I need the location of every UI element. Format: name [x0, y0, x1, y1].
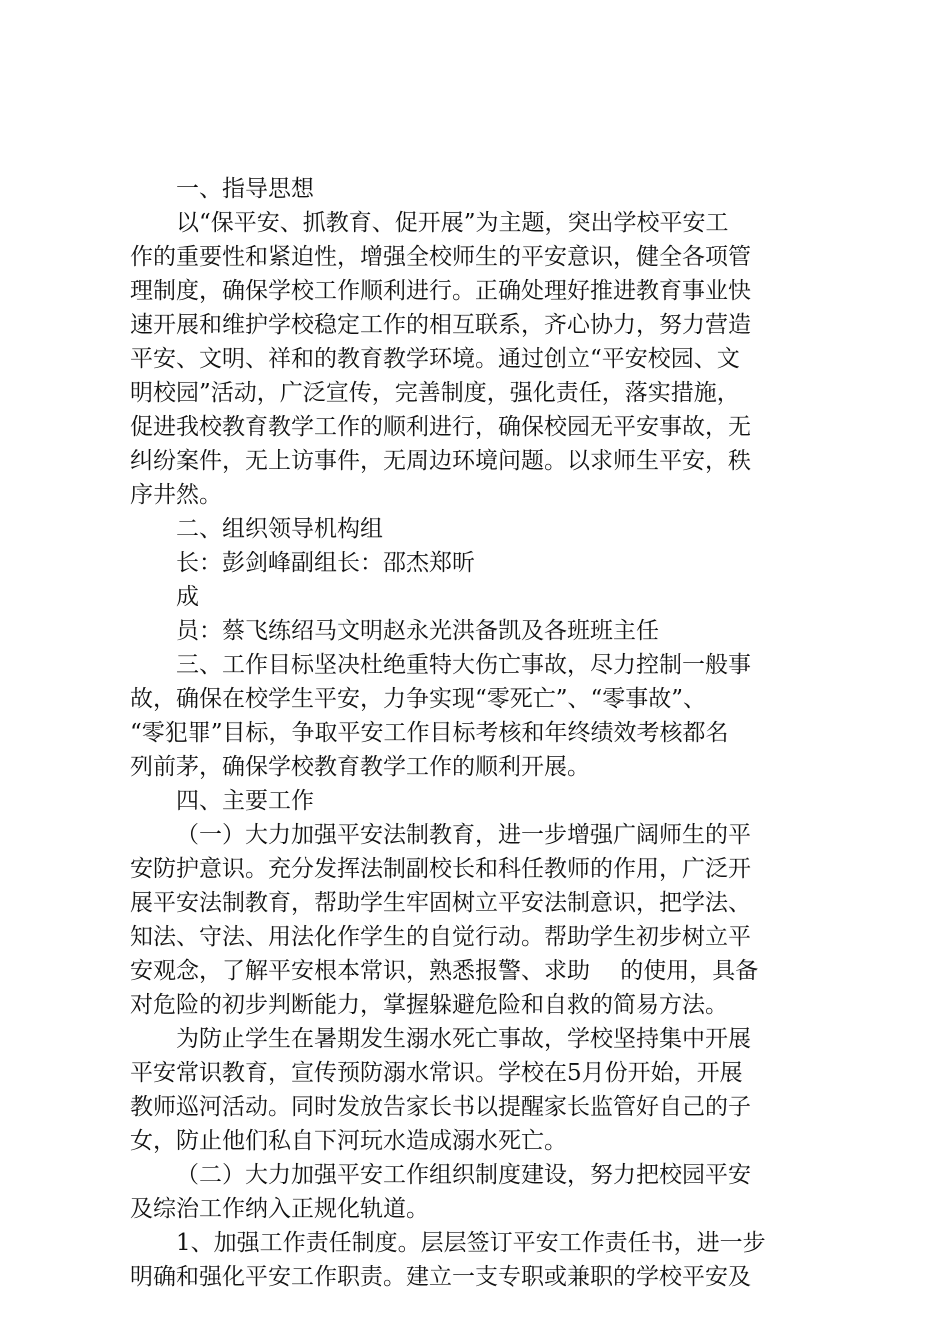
text-line: 纠纷案件，无上访事件，无周边环境问题。以求师生平安，秩 [130, 448, 751, 474]
text-line: 员：蔡飞练绍马文明赵永光洪备凯及各班班主任 [176, 618, 659, 644]
text-line: 安防护意识。充分发挥法制副校长和科任教师的作用，广泛开 [130, 856, 751, 882]
text-line: 以“保平安、抓教育、促开展”为主题，突出学校平安工 [176, 210, 729, 236]
text-line: 展平安法制教育，帮助学生牢固树立平安法制意识，把学法、 [130, 890, 751, 916]
text-line: 故，确保在校学生平安，力争实现“零死亡”、“零事故”、 [130, 686, 707, 712]
document-body [130, 172, 830, 1294]
text-line: 明校园”活动，广泛宣传，完善制度，强化责任，落实措施， [130, 380, 740, 406]
text-line: 速开展和维护学校稳定工作的相互联系，齐心协力，努力营造 [130, 312, 751, 338]
text-line: 作的重要性和紧迫性，增强全校师生的平安意识，健全各项管 [130, 244, 751, 270]
text-line: 为防止学生在暑期发生溺水死亡事故，学校坚持集中开展 [176, 1026, 751, 1052]
text-line: 序井然。 [130, 482, 222, 508]
text-line: 教师巡河活动。同时发放告家长书以提醒家长监管好自己的子 [130, 1094, 751, 1120]
text-line: 平安常识教育，宣传预防溺水常识。学校在5月份开始，开展 [130, 1060, 743, 1086]
text-line: 长：彭剑峰副组长：邵杰郑昕 [176, 550, 475, 576]
text-line: 及综治工作纳入正规化轨道。 [130, 1196, 429, 1222]
text-line: （一）大力加强平安法制教育，进一步增强广阔师生的平 [176, 822, 751, 848]
text-line: 对危险的初步判断能力，掌握躲避危险和自救的简易方法。 [130, 992, 728, 1018]
text-line: “零犯罪”目标，争取平安工作目标考核和年终绩效考核都名 [130, 720, 729, 746]
text-line: 四、主要工作 [176, 788, 314, 814]
text-line: 明确和强化平安工作职责。建立一支专职或兼职的学校平安及 [130, 1264, 751, 1290]
text-line: 理制度，确保学校工作顺利进行。正确处理好推进教育事业快 [130, 278, 751, 304]
text-line: 1、加强工作责任制度。层层签订平安工作责任书，进一步 [176, 1230, 766, 1256]
text-line: 一、指导思想 [176, 176, 314, 202]
text-line: 三、工作目标坚决杜绝重特大伤亡事故，尽力控制一般事 [176, 652, 751, 678]
text-line: 女，防止他们私自下河玩水造成溺水死亡。 [130, 1128, 567, 1154]
text-line: 列前茅，确保学校教育教学工作的顺利开展。 [130, 754, 590, 780]
text-line: 平安、文明、祥和的教育教学环境。通过创立“平安校园、文 [130, 346, 740, 372]
text-line: 安观念，了解平安根本常识，熟悉报警、求助 的使用，具备 [130, 958, 759, 984]
text-line: 成 [176, 584, 199, 610]
text-line: 促进我校教育教学工作的顺利进行，确保校园无平安事故，无 [130, 414, 751, 440]
text-line: （二）大力加强平安工作组织制度建设，努力把校园平安 [176, 1162, 751, 1188]
text-line: 知法、守法、用法化作学生的自觉行动。帮助学生初步树立平 [130, 924, 751, 950]
text-line: 二、组织领导机构组 [176, 516, 383, 542]
